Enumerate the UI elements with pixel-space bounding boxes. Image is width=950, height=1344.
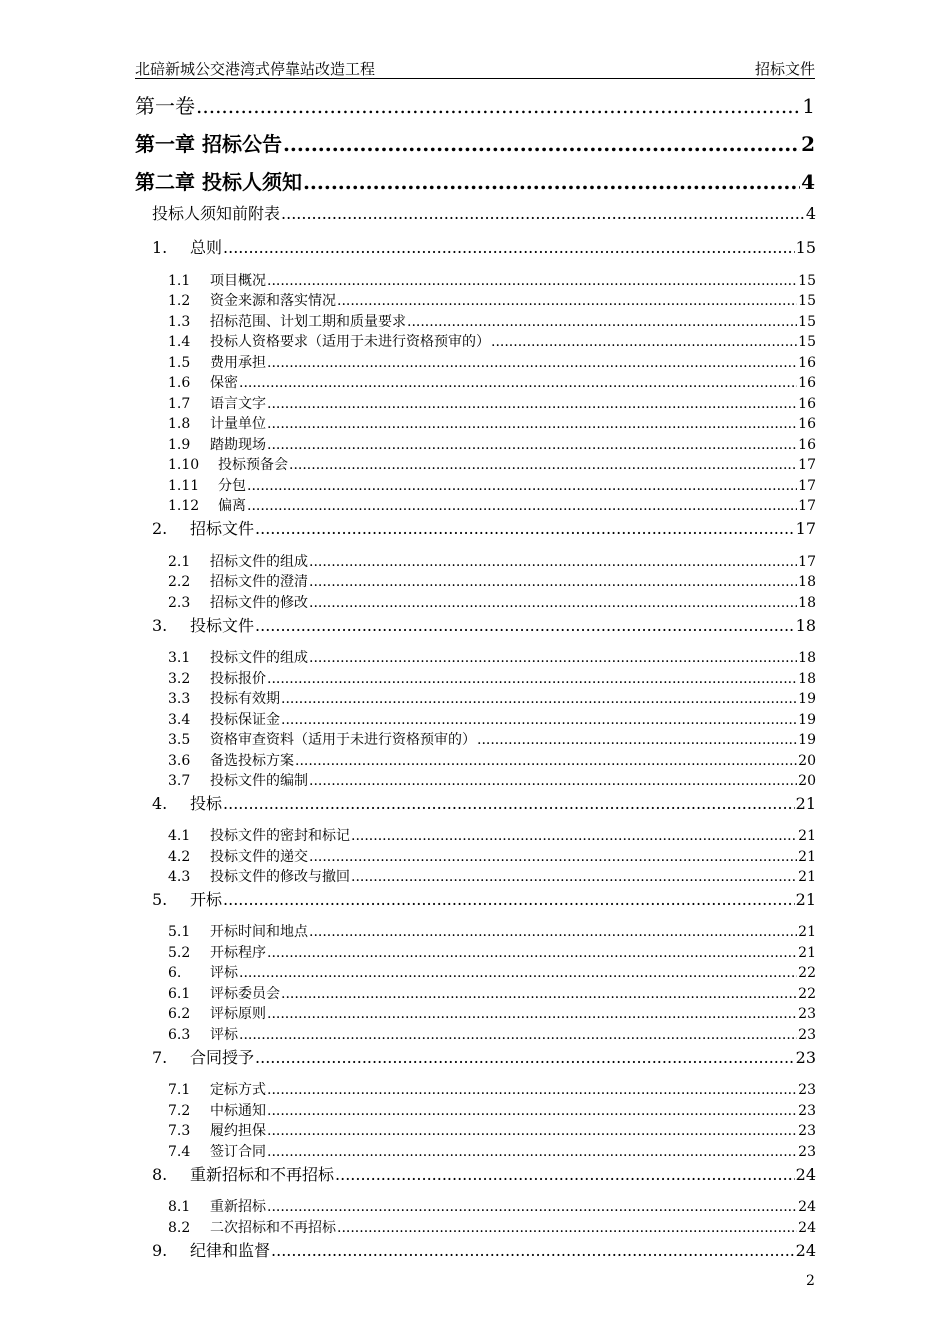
toc-leader-dots xyxy=(267,671,797,687)
toc-leader-dots xyxy=(477,732,797,748)
toc-leader-dots xyxy=(223,238,795,257)
toc-entry-page: 24 xyxy=(798,1199,816,1215)
toc-leader-dots xyxy=(196,94,801,118)
toc-entry-title: 投标预备会 xyxy=(218,457,288,473)
toc-entry-number: 6.1 xyxy=(168,986,191,1002)
toc-leader-dots xyxy=(267,273,797,289)
toc-entry-title: 开标 xyxy=(190,890,223,909)
toc-entry-title: 开标时间和地点 xyxy=(210,924,308,940)
toc-leader-dots xyxy=(267,1199,797,1215)
toc-entry[interactable] xyxy=(152,235,816,258)
toc-leader-dots xyxy=(283,132,800,156)
toc-entry-page: 21 xyxy=(798,924,816,940)
toc-leader-dots xyxy=(309,574,797,590)
toc-entry-number: 2.1 xyxy=(168,554,191,570)
toc-entry-number: 7.1 xyxy=(168,1082,191,1098)
toc-entry-page: 16 xyxy=(798,396,816,412)
toc-entry-title: 投标人须知前附表 xyxy=(152,204,281,223)
toc-leader-dots xyxy=(335,1165,795,1184)
toc-entry[interactable] xyxy=(168,454,816,474)
toc-entry-title: 履约担保 xyxy=(210,1123,266,1139)
toc-entry-number: 8. xyxy=(152,1165,168,1184)
toc-entry-title: 招标文件的组成 xyxy=(210,554,308,570)
toc-entry-number: 3.2 xyxy=(168,671,191,687)
toc-entry-number: 1.3 xyxy=(168,314,191,330)
toc-entry-page: 15 xyxy=(798,334,816,350)
toc-entry[interactable] xyxy=(168,551,816,571)
toc-entry-number: 4. xyxy=(152,794,168,813)
toc-entry[interactable] xyxy=(135,90,815,119)
toc-entry[interactable] xyxy=(168,1079,816,1099)
toc-entry-page: 17 xyxy=(798,554,816,570)
toc-leader-dots xyxy=(337,293,797,309)
toc-entry-number: 5.1 xyxy=(168,924,191,940)
toc-entry-title: 投标文件的组成 xyxy=(210,650,308,666)
toc-entry[interactable] xyxy=(168,729,816,749)
toc-entry-title: 投标 xyxy=(190,794,223,813)
toc-leader-dots xyxy=(289,457,797,473)
toc-entry[interactable] xyxy=(135,128,815,157)
toc-entry-page: 17 xyxy=(798,478,816,494)
toc-entry-number: 8.2 xyxy=(168,1220,191,1236)
toc-entry-page: 22 xyxy=(798,986,816,1002)
toc-entry-page: 2 xyxy=(801,132,815,156)
toc-entry-title: 投标有效期 xyxy=(210,691,280,707)
toc-entry-number: 3.4 xyxy=(168,712,191,728)
toc-leader-dots xyxy=(267,1006,797,1022)
toc-leader-dots xyxy=(407,314,797,330)
toc-entry[interactable] xyxy=(168,709,816,729)
toc-entry-title: 评标 xyxy=(210,965,238,981)
toc-entry-title: 投标人资格要求（适用于未进行资格预审的） xyxy=(210,334,490,350)
toc-leader-dots xyxy=(309,554,797,570)
toc-entry[interactable] xyxy=(168,434,816,454)
toc-entry-page: 18 xyxy=(798,574,816,590)
toc-entry-number: 4.1 xyxy=(168,828,191,844)
toc-entry[interactable] xyxy=(168,592,816,612)
toc-entry-title: 重新招标和不再招标 xyxy=(190,1165,335,1184)
toc-leader-dots xyxy=(281,986,797,1002)
toc-entry-number: 2.3 xyxy=(168,595,191,611)
toc-entry[interactable] xyxy=(168,571,816,591)
toc-entry-title: 保密 xyxy=(210,375,238,391)
toc-leader-dots xyxy=(267,1123,797,1139)
toc-entry-title: 投标报价 xyxy=(210,671,266,687)
toc-entry-title: 第二章 投标人须知 xyxy=(135,170,302,194)
toc-entry[interactable] xyxy=(168,647,816,667)
toc-entry-number: 1.5 xyxy=(168,355,191,371)
toc-entry-page: 23 xyxy=(798,1006,816,1022)
toc-entry-page: 24 xyxy=(795,1165,816,1184)
toc-entry-page: 16 xyxy=(798,416,816,432)
toc-entry-page: 18 xyxy=(798,595,816,611)
toc-entry-number: 6. xyxy=(168,965,182,981)
toc-leader-dots xyxy=(295,753,797,769)
toc-entry[interactable] xyxy=(168,270,816,290)
toc-entry[interactable] xyxy=(168,311,816,331)
toc-entry[interactable] xyxy=(168,331,816,351)
toc-entry[interactable] xyxy=(168,750,816,770)
toc-entry-number: 6.3 xyxy=(168,1027,191,1043)
toc-entry-title: 评标 xyxy=(210,1027,238,1043)
toc-entry-page: 16 xyxy=(798,355,816,371)
toc-entry-title: 第一卷 xyxy=(135,94,195,118)
toc-entry-page: 23 xyxy=(798,1082,816,1098)
toc-entry-number: 3.1 xyxy=(168,650,191,666)
toc-entry-page: 21 xyxy=(798,849,816,865)
toc-entry-number: 2.2 xyxy=(168,574,191,590)
toc-entry-title: 招标文件的修改 xyxy=(210,595,308,611)
toc-entry-page: 16 xyxy=(798,437,816,453)
toc-entry-title: 招标范围、计划工期和质量要求 xyxy=(210,314,406,330)
toc-leader-dots xyxy=(247,478,797,494)
toc-entry-title: 重新招标 xyxy=(210,1199,266,1215)
toc-entry[interactable] xyxy=(168,770,816,790)
toc-entry-number: 9. xyxy=(152,1241,168,1260)
toc-leader-dots xyxy=(267,416,797,432)
toc-entry-number: 6.2 xyxy=(168,1006,191,1022)
toc-entry-page: 20 xyxy=(798,753,816,769)
toc-entry-title: 资格审查资料（适用于未进行资格预审的） xyxy=(210,732,476,748)
toc-leader-dots xyxy=(255,1048,795,1067)
toc-entry-title: 资金来源和落实情况 xyxy=(210,293,336,309)
toc-entry-page: 1 xyxy=(802,94,815,118)
toc-leader-dots xyxy=(281,712,797,728)
toc-entry-number: 1.9 xyxy=(168,437,191,453)
toc-leader-dots xyxy=(337,1220,797,1236)
toc-leader-dots xyxy=(223,890,795,909)
toc-entry-title: 投标保证金 xyxy=(210,712,280,728)
toc-entry-page: 24 xyxy=(795,1241,816,1260)
toc-entry-number: 4.2 xyxy=(168,849,191,865)
toc-entry[interactable] xyxy=(168,495,816,515)
toc-entry[interactable] xyxy=(168,866,816,886)
toc-leader-dots xyxy=(303,170,800,194)
toc-entry-page: 18 xyxy=(795,616,816,635)
toc-entry[interactable] xyxy=(168,475,816,495)
toc-entry[interactable] xyxy=(135,166,815,195)
page-header xyxy=(135,58,815,79)
page-number: 2 xyxy=(806,1273,815,1289)
toc-entry-number: 5.2 xyxy=(168,945,191,961)
toc-entry-number: 1.2 xyxy=(168,293,191,309)
toc-entry-number: 3.6 xyxy=(168,753,191,769)
toc-leader-dots xyxy=(267,396,797,412)
toc-entry-title: 备选投标方案 xyxy=(210,753,294,769)
toc-entry[interactable] xyxy=(168,372,816,392)
toc-leader-dots xyxy=(239,375,797,391)
toc-leader-dots xyxy=(351,828,797,844)
toc-entry[interactable] xyxy=(168,942,816,962)
toc-entry-title: 语言文字 xyxy=(210,396,266,412)
toc-entry-number: 1.10 xyxy=(168,457,200,473)
toc-entry[interactable] xyxy=(168,1100,816,1120)
toc-entry[interactable] xyxy=(168,1196,816,1216)
toc-entry-number: 1.8 xyxy=(168,416,191,432)
toc-entry-page: 23 xyxy=(798,1123,816,1139)
toc-entry-page: 21 xyxy=(798,828,816,844)
toc-entry-title: 计量单位 xyxy=(210,416,266,432)
header-document-type: 招标文件 xyxy=(754,60,815,78)
toc-entry-page: 17 xyxy=(795,519,816,538)
toc-entry-number: 2. xyxy=(152,519,168,538)
toc-entry[interactable] xyxy=(168,352,816,372)
toc-entry[interactable] xyxy=(168,983,816,1003)
toc-entry-page: 19 xyxy=(798,712,816,728)
toc-entry-title: 中标通知 xyxy=(210,1103,266,1119)
toc-entry-page: 21 xyxy=(795,890,816,909)
toc-entry-title: 投标文件的递交 xyxy=(210,849,308,865)
toc-entry-number: 8.1 xyxy=(168,1199,191,1215)
toc-entry-number: 7.2 xyxy=(168,1103,191,1119)
toc-entry[interactable] xyxy=(152,887,816,910)
toc-leader-dots xyxy=(309,849,797,865)
toc-entry-page: 18 xyxy=(798,671,816,687)
toc-entry[interactable] xyxy=(152,791,816,814)
toc-leader-dots xyxy=(309,773,797,789)
toc-entry-page: 15 xyxy=(798,273,816,289)
toc-entry-title: 总则 xyxy=(190,238,223,257)
toc-entry-page: 19 xyxy=(798,732,816,748)
toc-leader-dots xyxy=(491,334,797,350)
toc-leader-dots xyxy=(267,945,797,961)
toc-entry-page: 22 xyxy=(798,965,816,981)
toc-entry[interactable] xyxy=(168,962,816,982)
toc-entry-page: 23 xyxy=(798,1144,816,1160)
toc-entry-number: 3.7 xyxy=(168,773,191,789)
toc-entry-title: 项目概况 xyxy=(210,273,266,289)
toc-entry-title: 分包 xyxy=(218,478,246,494)
toc-entry[interactable] xyxy=(152,1238,816,1261)
toc-entry-title: 费用承担 xyxy=(210,355,266,371)
toc-entry-title: 踏勘现场 xyxy=(210,437,266,453)
toc-entry-page: 21 xyxy=(798,945,816,961)
toc-entry[interactable] xyxy=(168,668,816,688)
toc-leader-dots xyxy=(239,1027,797,1043)
toc-entry[interactable] xyxy=(168,688,816,708)
toc-entry-number: 1.6 xyxy=(168,375,191,391)
toc-entry-title: 投标文件 xyxy=(190,616,255,635)
toc-entry[interactable] xyxy=(168,1217,816,1237)
toc-leader-dots xyxy=(281,691,797,707)
toc-leader-dots xyxy=(255,519,795,538)
toc-entry-page: 15 xyxy=(795,238,816,257)
toc-entry-page: 4 xyxy=(801,170,815,194)
toc-entry-number: 3.5 xyxy=(168,732,191,748)
toc-entry-page: 15 xyxy=(798,314,816,330)
toc-entry-page: 16 xyxy=(798,375,816,391)
toc-entry-page: 24 xyxy=(798,1220,816,1236)
toc-entry-number: 1. xyxy=(152,238,168,257)
toc-leader-dots xyxy=(281,204,805,223)
toc-entry-number: 1.12 xyxy=(168,498,200,514)
toc-entry-number: 5. xyxy=(152,890,168,909)
toc-entry-title: 投标文件的修改与撤回 xyxy=(210,869,350,885)
toc-entry-title: 招标文件的澄清 xyxy=(210,574,308,590)
toc-leader-dots xyxy=(271,1241,795,1260)
toc-entry-page: 23 xyxy=(798,1103,816,1119)
toc-entry-page: 23 xyxy=(795,1048,816,1067)
toc-leader-dots xyxy=(255,616,795,635)
toc-entry-title: 开标程序 xyxy=(210,945,266,961)
toc-leader-dots xyxy=(267,437,797,453)
toc-entry[interactable] xyxy=(168,1141,816,1161)
toc-leader-dots xyxy=(309,595,797,611)
toc-entry-page: 17 xyxy=(798,498,816,514)
toc-entry-title: 评标原则 xyxy=(210,1006,266,1022)
toc-entry-number: 4.3 xyxy=(168,869,191,885)
toc-entry[interactable] xyxy=(168,921,816,941)
toc-entry[interactable] xyxy=(168,1024,816,1044)
toc-entry-number: 1.1 xyxy=(168,273,191,289)
toc-leader-dots xyxy=(267,1144,797,1160)
toc-entry-number: 3.3 xyxy=(168,691,191,707)
toc-entry-title: 招标文件 xyxy=(190,519,255,538)
toc-entry-title: 二次招标和不再招标 xyxy=(210,1220,336,1236)
toc-entry[interactable] xyxy=(168,846,816,866)
toc-entry[interactable] xyxy=(168,290,816,310)
toc-entry-page: 4 xyxy=(805,204,816,223)
toc-entry-number: 7. xyxy=(152,1048,168,1067)
header-project-title: 北碚新城公交港湾式停靠站改造工程 xyxy=(135,60,376,78)
toc-entry-page: 19 xyxy=(798,691,816,707)
toc-leader-dots xyxy=(239,965,797,981)
toc-entry-page: 21 xyxy=(798,869,816,885)
toc-entry-number: 7.3 xyxy=(168,1123,191,1139)
toc-entry[interactable] xyxy=(152,516,816,539)
toc-leader-dots xyxy=(267,1082,797,1098)
toc-entry-page: 23 xyxy=(798,1027,816,1043)
toc-entry[interactable] xyxy=(152,1162,816,1185)
toc-entry[interactable] xyxy=(168,1120,816,1140)
toc-entry-title: 纪律和监督 xyxy=(190,1241,271,1260)
toc-entry[interactable] xyxy=(152,1045,816,1068)
toc-entry[interactable] xyxy=(168,825,816,845)
toc-leader-dots xyxy=(309,650,797,666)
toc-entry-title: 第一章 招标公告 xyxy=(135,132,282,156)
toc-entry-title: 合同授予 xyxy=(190,1048,255,1067)
toc-leader-dots xyxy=(267,355,797,371)
toc-entry-page: 15 xyxy=(798,293,816,309)
toc-entry-title: 投标文件的密封和标记 xyxy=(210,828,350,844)
toc-entry-number: 3. xyxy=(152,616,168,635)
toc-entry[interactable] xyxy=(152,201,816,224)
toc-leader-dots xyxy=(247,498,797,514)
toc-entry-page: 21 xyxy=(795,794,816,813)
toc-leader-dots xyxy=(267,1103,797,1119)
toc-entry[interactable] xyxy=(168,413,816,433)
toc-entry-page: 20 xyxy=(798,773,816,789)
toc-leader-dots xyxy=(351,869,797,885)
toc-leader-dots xyxy=(309,924,797,940)
toc-entry-title: 评标委员会 xyxy=(210,986,280,1002)
toc-entry[interactable] xyxy=(168,1003,816,1023)
toc-entry-number: 1.4 xyxy=(168,334,191,350)
toc-entry-title: 签订合同 xyxy=(210,1144,266,1160)
toc-entry[interactable] xyxy=(168,393,816,413)
toc-entry-number: 7.4 xyxy=(168,1144,191,1160)
toc-entry-page: 17 xyxy=(798,457,816,473)
toc-entry-page: 18 xyxy=(798,650,816,666)
toc-entry[interactable] xyxy=(152,613,816,636)
toc-entry-number: 1.7 xyxy=(168,396,191,412)
toc-entry-number: 1.11 xyxy=(168,478,200,494)
toc-leader-dots xyxy=(223,794,795,813)
toc-entry-title: 偏离 xyxy=(218,498,246,514)
toc-entry-title: 定标方式 xyxy=(210,1082,266,1098)
toc-entry-title: 投标文件的编制 xyxy=(210,773,308,789)
